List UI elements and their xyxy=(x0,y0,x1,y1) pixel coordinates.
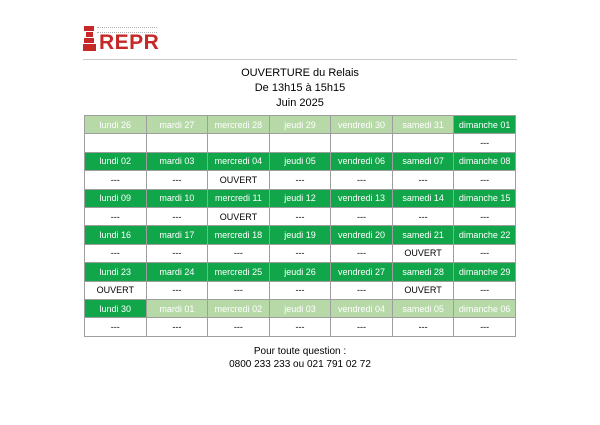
day-status: --- xyxy=(269,244,331,262)
day-header: vendredi 06 xyxy=(331,152,393,170)
day-header: samedi 05 xyxy=(392,299,454,317)
day-status xyxy=(331,134,393,152)
day-header: mardi 03 xyxy=(146,152,208,170)
day-status: --- xyxy=(392,207,454,225)
logo-decoration xyxy=(97,27,157,33)
footer-phone: 0800 233 233 ou 021 791 02 72 xyxy=(229,359,371,370)
footer-question: Pour toute question : xyxy=(253,346,347,357)
day-header: vendredi 13 xyxy=(331,189,393,207)
week-header-row xyxy=(85,263,516,281)
day-header: dimanche 08 xyxy=(454,152,516,170)
day-status xyxy=(146,134,208,152)
day-header: samedi 07 xyxy=(392,152,454,170)
day-status: --- xyxy=(146,207,208,225)
day-header: jeudi 29 xyxy=(269,116,331,134)
day-header: samedi 28 xyxy=(392,263,454,281)
day-status: --- xyxy=(85,244,147,262)
day-status: --- xyxy=(269,207,331,225)
day-status: --- xyxy=(331,171,393,189)
day-header: jeudi 03 xyxy=(269,299,331,317)
day-status: OUVERT xyxy=(208,171,270,189)
day-status xyxy=(208,134,270,152)
day-status: --- xyxy=(269,171,331,189)
day-status: --- xyxy=(331,318,393,336)
day-header: jeudi 12 xyxy=(269,189,331,207)
day-header: lundi 26 xyxy=(85,116,147,134)
day-status: --- xyxy=(454,318,516,336)
title-line-2: De 13h15 à 15h15 xyxy=(254,82,346,94)
week-status-row xyxy=(85,171,516,189)
day-status: --- xyxy=(146,281,208,299)
week-header-row xyxy=(85,152,516,170)
day-header: mardi 24 xyxy=(146,263,208,281)
day-header: dimanche 06 xyxy=(454,299,516,317)
day-header: dimanche 29 xyxy=(454,263,516,281)
day-header: lundi 23 xyxy=(85,263,147,281)
page-title xyxy=(0,66,600,111)
day-header: dimanche 15 xyxy=(454,189,516,207)
week-status-row xyxy=(85,134,516,152)
day-status: --- xyxy=(269,281,331,299)
day-header: mardi 27 xyxy=(146,116,208,134)
day-header: vendredi 04 xyxy=(331,299,393,317)
day-status: --- xyxy=(454,207,516,225)
day-header: mercredi 28 xyxy=(208,116,270,134)
day-header: jeudi 05 xyxy=(269,152,331,170)
day-header: lundi 16 xyxy=(85,226,147,244)
logo-text: REPR xyxy=(99,30,160,54)
day-status xyxy=(269,134,331,152)
day-status: OUVERT xyxy=(392,281,454,299)
day-header: mardi 01 xyxy=(146,299,208,317)
header-divider xyxy=(83,59,517,60)
day-header: lundi 30 xyxy=(85,299,147,317)
day-status: --- xyxy=(454,244,516,262)
day-status xyxy=(392,134,454,152)
day-header: mercredi 02 xyxy=(208,299,270,317)
day-status: --- xyxy=(269,318,331,336)
title-line-1: OUVERTURE du Relais xyxy=(241,67,359,79)
week-status-row xyxy=(85,318,516,336)
week-header-row xyxy=(85,189,516,207)
day-status: --- xyxy=(85,207,147,225)
day-status: --- xyxy=(208,244,270,262)
day-status: --- xyxy=(85,318,147,336)
day-header: samedi 14 xyxy=(392,189,454,207)
day-status: --- xyxy=(454,281,516,299)
day-status: --- xyxy=(454,171,516,189)
day-status: --- xyxy=(392,171,454,189)
day-status: OUVERT xyxy=(392,244,454,262)
day-header: vendredi 20 xyxy=(331,226,393,244)
day-status: --- xyxy=(331,281,393,299)
contact-footer xyxy=(0,345,600,371)
week-header-row xyxy=(85,226,516,244)
day-header: mercredi 11 xyxy=(208,189,270,207)
day-header: mardi 10 xyxy=(146,189,208,207)
day-status: OUVERT xyxy=(85,281,147,299)
week-status-row xyxy=(85,281,516,299)
day-status: --- xyxy=(146,318,208,336)
day-header: mardi 17 xyxy=(146,226,208,244)
day-status: --- xyxy=(392,318,454,336)
day-header: mercredi 18 xyxy=(208,226,270,244)
title-line-3: Juin 2025 xyxy=(276,97,324,109)
day-status xyxy=(85,134,147,152)
day-header: mercredi 04 xyxy=(208,152,270,170)
day-header: vendredi 27 xyxy=(331,263,393,281)
day-status: --- xyxy=(208,281,270,299)
day-header: jeudi 26 xyxy=(269,263,331,281)
day-status: --- xyxy=(208,318,270,336)
day-header: samedi 31 xyxy=(392,116,454,134)
day-status: --- xyxy=(85,171,147,189)
day-header: lundi 09 xyxy=(85,189,147,207)
week-status-row xyxy=(85,244,516,262)
day-header: lundi 02 xyxy=(85,152,147,170)
day-header: samedi 21 xyxy=(392,226,454,244)
week-header-row xyxy=(85,116,516,134)
day-status: --- xyxy=(454,134,516,152)
lighthouse-icon xyxy=(83,26,96,52)
day-header: jeudi 19 xyxy=(269,226,331,244)
day-header: dimanche 01 xyxy=(454,116,516,134)
week-header-row xyxy=(85,299,516,317)
day-status: OUVERT xyxy=(208,207,270,225)
day-status: --- xyxy=(331,207,393,225)
calendar-table xyxy=(84,115,516,337)
day-header: mercredi 25 xyxy=(208,263,270,281)
day-header: vendredi 30 xyxy=(331,116,393,134)
week-status-row xyxy=(85,207,516,225)
day-status: --- xyxy=(331,244,393,262)
day-header: dimanche 22 xyxy=(454,226,516,244)
day-status: --- xyxy=(146,244,208,262)
day-status: --- xyxy=(146,171,208,189)
